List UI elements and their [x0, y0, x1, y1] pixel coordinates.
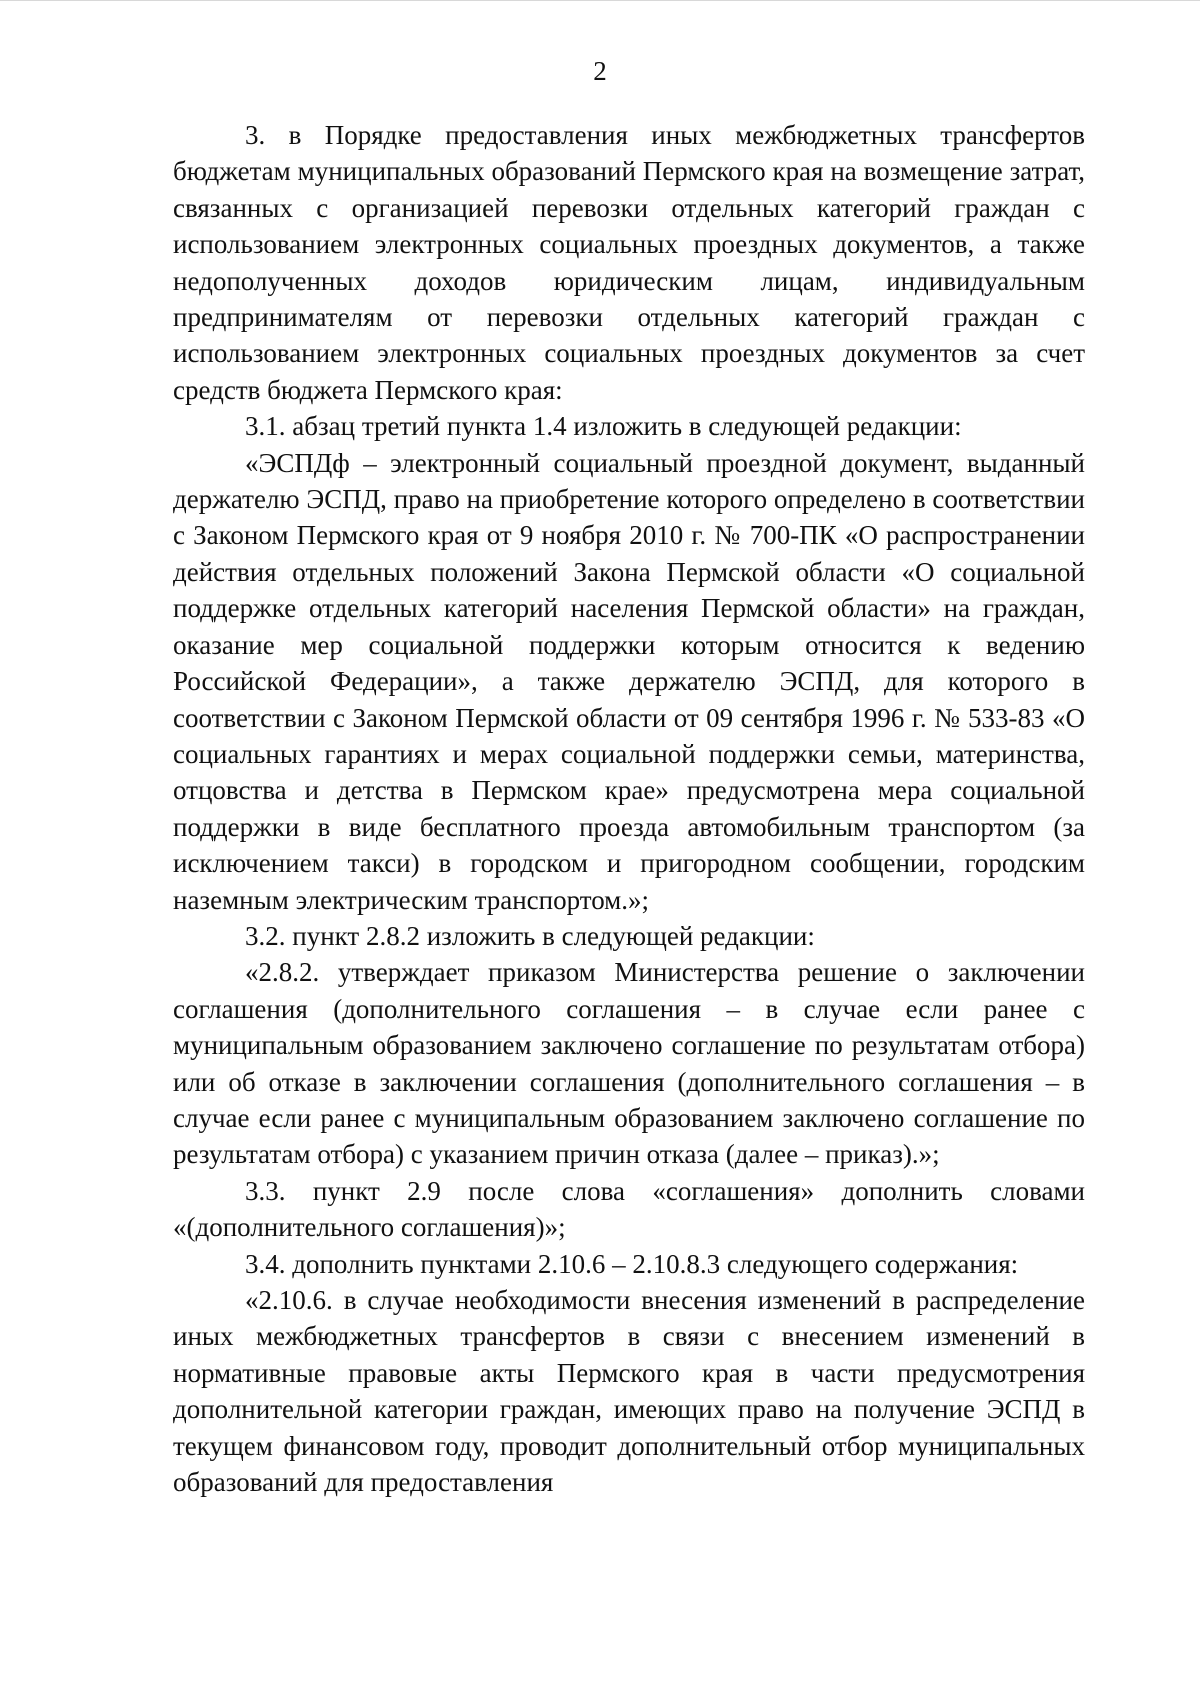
page-number: 2: [593, 56, 607, 86]
paragraph-3: 3. в Порядке предоставления иных межбюджетных трансфертов бюджетам муниципальных образований Пермского края на возмещение затрат, связанных с организацией перевозки отдельных категорий граждан с использованием электронных социальных проездных документов, а также недополученных доходов юридическим лицам, индивидуальным предпринимателям от перевозки отдельных категорий граждан с использованием электронных социальных проездных документов за счет средств бюджета Пермского края:: [173, 120, 1085, 405]
paragraph-espdf-definition: «ЭСПДф – электронный социальный проездной документ, выданный держателю ЭСПД, право на приобретение которого определено в соответствии с Законом Пермского края от 9 ноября 2010 г. № 700-ПК «О распространении действия отдельных положений Закона Пермской области «О социальной поддержке отдельных категорий населения Пермской области» на граждан, оказание мер социальной поддержки которым относится к ведению Российской Федерации», а также держателю ЭСПД, для которого в соответствии с Законом Пермской области от 09 сентября 1996 г. № 533-83 «О социальных гарантиях и мерах социальной поддержки семьи, материнства, отцовства и детства в Пермском крае» предусмотрена мера социальной поддержки в виде бесплатного проезда автомобильным транспортом (за исключением такси) в городском и пригородном сообщении, городским наземным электрическим транспортом.»;: [173, 447, 1085, 915]
paragraph-2-8-2: «2.8.2. утверждает приказом Министерства решение о заключении соглашения (дополнительного соглашения – в случае если ранее с муниципальным образованием заключено соглашение по результатам отбора) или об отказе в заключении соглашения (дополнительного соглашения – в случае если ранее с муниципальным образованием заключено соглашение по результатам отбора) с указанием причин отказа (далее – приказ).»;: [173, 957, 1085, 1170]
paragraph-3-1: 3.1. абзац третий пункта 1.4 изложить в следующей редакции:: [245, 411, 962, 442]
document-body: [173, 117, 1085, 1500]
paragraph-2-10-6: «2.10.6. в случае необходимости внесения изменений в распределение иных межбюджетных трансфертов в связи с внесением изменений в нормативные правовые акты Пермского края в части предусмотрения дополнительной категории граждан, имеющих право на получение ЭСПД в текущем финансовом году, проводит дополнительный отбор муниципальных образований для предоставления: [173, 1285, 1085, 1498]
paragraph-3-3: 3.3. пункт 2.9 после слова «соглашения» дополнить словами «(дополнительного соглашения)»;: [173, 1175, 1085, 1243]
paragraph-3-4: 3.4. дополнить пунктами 2.10.6 – 2.10.8.3 следующего содержания:: [245, 1248, 1019, 1279]
paragraph-3-2: 3.2. пункт 2.8.2 изложить в следующей редакции:: [245, 920, 815, 951]
